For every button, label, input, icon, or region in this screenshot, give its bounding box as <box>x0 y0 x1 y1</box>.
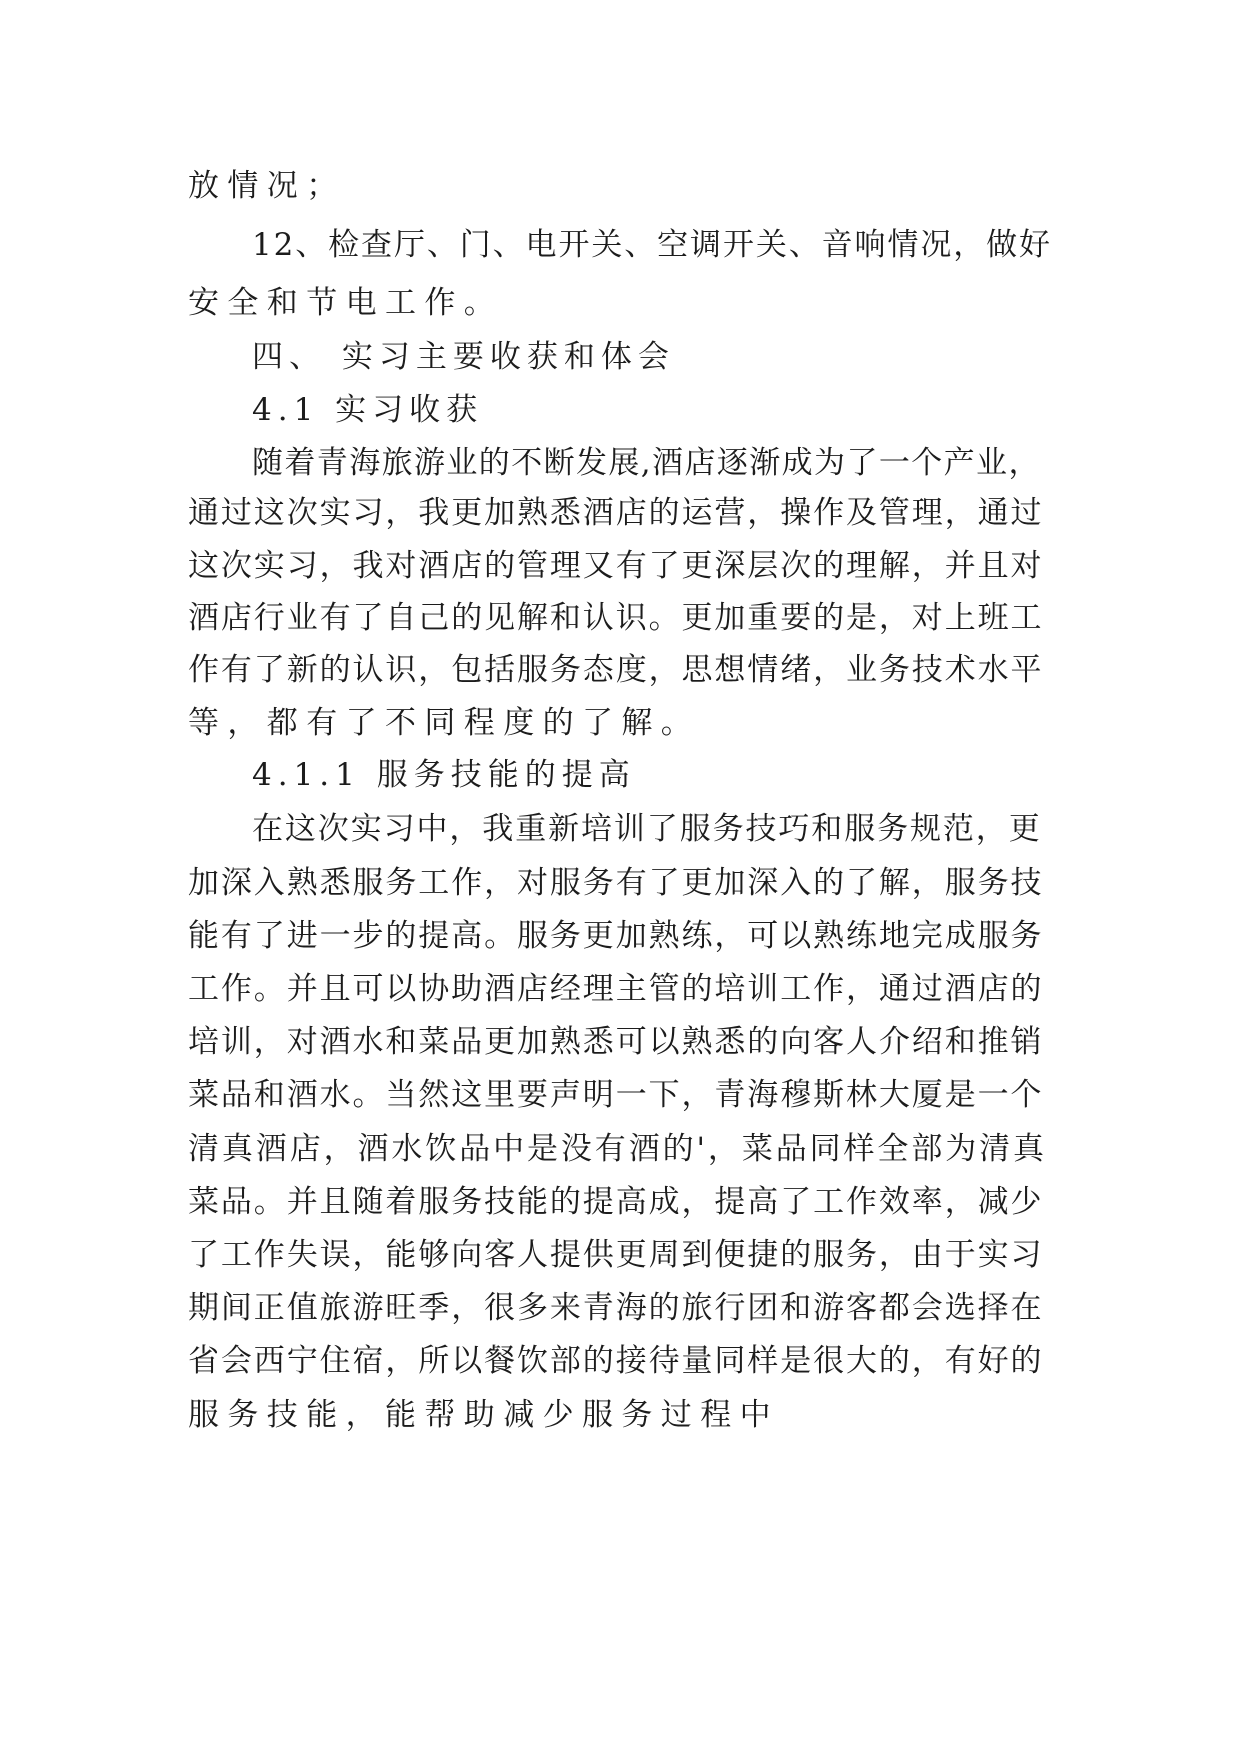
subsection-heading: 4.1.1 服务技能的提高 <box>252 757 636 793</box>
paragraph-line: 服务技能，能帮助减少服务过程中 <box>188 1397 779 1433</box>
paragraph-line: 随着青海旅游业的不断发展,酒店逐渐成为了一个产业， <box>252 445 1041 481</box>
paragraph-line: 期间正值旅游旺季，很多来青海的旅行团和游客都会选择在 <box>188 1290 1044 1326</box>
subsection-heading: 4.1 实习收获 <box>252 392 484 428</box>
paragraph-line: 清真酒店，酒水饮品中是没有酒的'，菜品同样全部为清真 <box>188 1131 1047 1167</box>
paragraph-line: 通过这次实习，我更加熟悉酒店的运营，操作及管理，通过 <box>188 495 1044 531</box>
paragraph-line: 作有了新的认识，包括服务态度，思想情绪，业务技术水平 <box>188 652 1044 688</box>
paragraph-line: 放情况； <box>188 168 346 204</box>
paragraph-line: 菜品和酒水。当然这里要声明一下，青海穆斯林大厦是一个 <box>188 1077 1044 1113</box>
paragraph-line: 在这次实习中，我重新培训了服务技巧和服务规范，更 <box>252 811 1042 847</box>
section-heading: 四、 实习主要收获和体会 <box>252 339 675 375</box>
paragraph-line: 安全和节电工作。 <box>188 285 504 321</box>
paragraph-line: 12、检查厅、门、电开关、空调开关、音响情况，做好 <box>252 227 1052 263</box>
paragraph-line: 工作。并且可以协助酒店经理主管的培训工作，通过酒店的 <box>188 971 1044 1007</box>
paragraph-line: 能有了进一步的提高。服务更加熟练，可以熟练地完成服务 <box>188 918 1044 954</box>
paragraph-line: 加深入熟悉服务工作，对服务有了更加深入的了解，服务技 <box>188 865 1044 901</box>
paragraph-line: 菜品。并且随着服务技能的提高成，提高了工作效率，减少 <box>188 1184 1044 1220</box>
paragraph-line: 省会西宁住宿，所以餐饮部的接待量同样是很大的，有好的 <box>188 1343 1044 1379</box>
paragraph-line: 了工作失误，能够向客人提供更周到便捷的服务，由于实习 <box>188 1237 1044 1273</box>
paragraph-line: 这次实习，我对酒店的管理又有了更深层次的理解，并且对 <box>188 548 1044 584</box>
paragraph-line: 培训，对酒水和菜品更加熟悉可以熟悉的向客人介绍和推销 <box>188 1024 1044 1060</box>
paragraph-line: 酒店行业有了自己的见解和认识。更加重要的是，对上班工 <box>188 600 1044 636</box>
paragraph-line: 等，都有了不同程度的了解。 <box>188 705 701 741</box>
